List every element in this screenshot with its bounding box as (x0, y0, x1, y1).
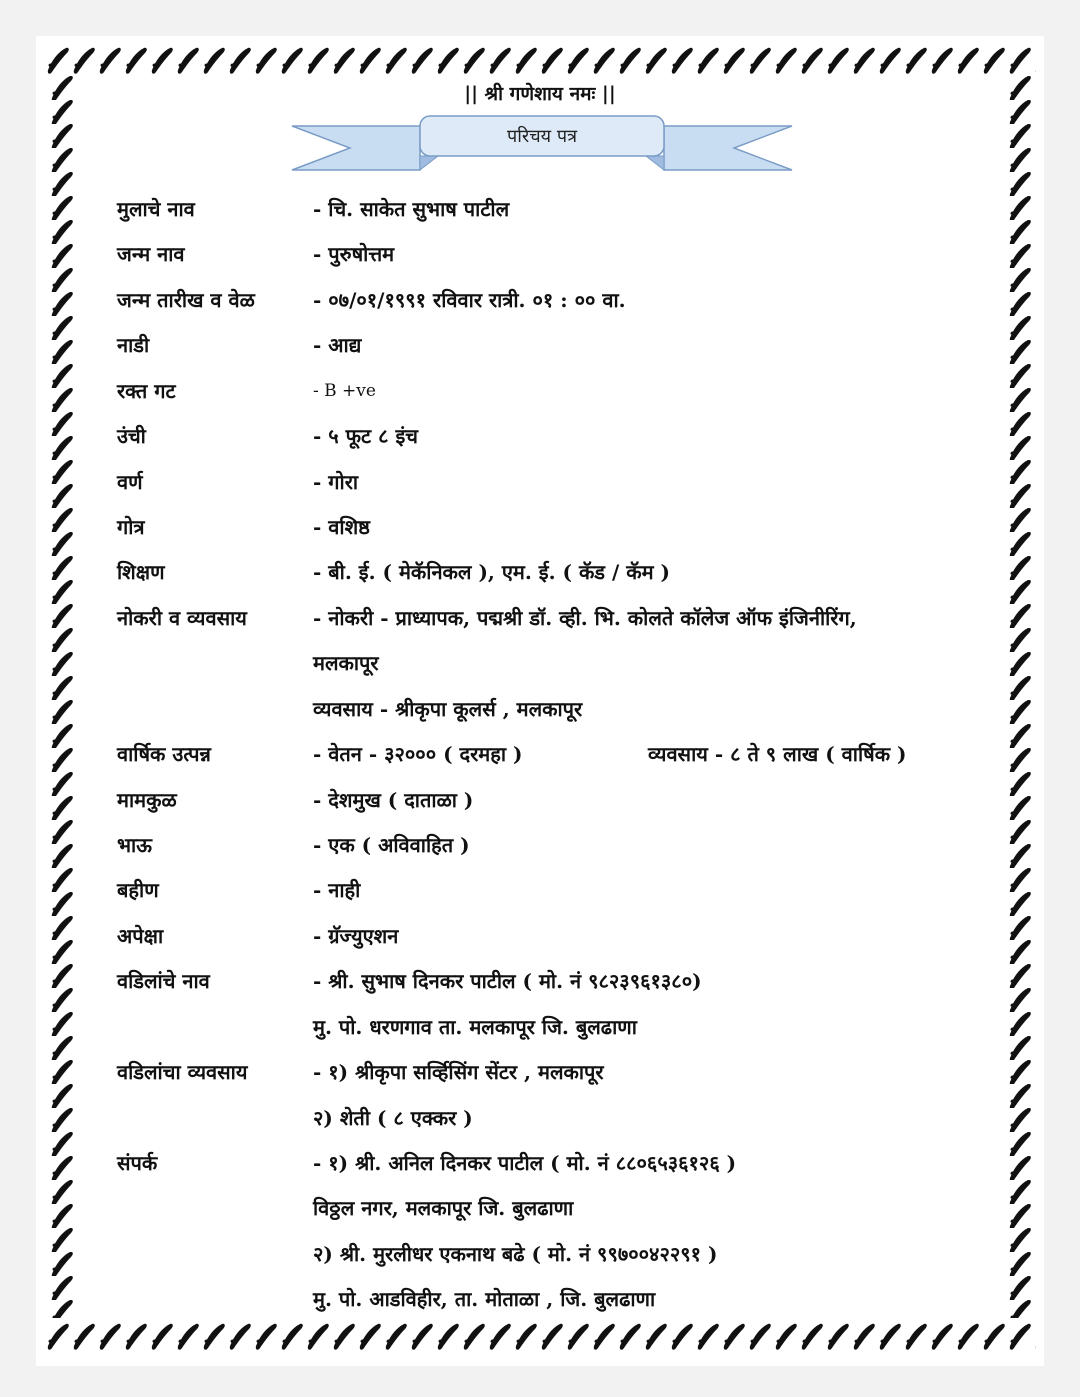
field-value: - आद्य (313, 333, 362, 357)
field-label: रक्त गट (117, 379, 176, 403)
border-pattern-top (44, 42, 1036, 76)
field-value: - १) श्री. अनिल दिनकर पाटील ( मो. नं ८८०६५३६१२६ ) (313, 1151, 737, 1175)
field-label: मामकुळ (117, 788, 177, 812)
field-label: शिक्षण (117, 560, 165, 584)
contact-2: २) श्री. मुरलीधर एकनाथ बढे ( मो. नं ९९७००४२२९१ ) (313, 1242, 718, 1266)
field-label: गोत्र (117, 515, 145, 539)
father-occupation-continued: २) शेती ( ८ एक्कर ) (313, 1106, 473, 1130)
field-value: - ग्रॅज्युएशन (313, 924, 399, 948)
field-value: - वशिष्ठ (313, 515, 370, 539)
occupation-continued-2: व्यवसाय - श्रीकृपा कूलर्स , मलकापूर (313, 697, 583, 721)
field-value: - नाही (313, 878, 361, 902)
field-value: - एक ( अविवाहित ) (313, 833, 470, 857)
decorative-border-left (44, 76, 78, 1318)
field-label: वार्षिक उत्पन्न (117, 742, 211, 766)
field-value: - वेतन - ३२००० ( दरमहा ) (313, 742, 523, 766)
field-label: जन्म नाव (117, 242, 185, 266)
document-title: परिचय पत्र (507, 126, 577, 147)
field-label: संपर्क (117, 1151, 158, 1175)
field-value-business-income: व्यवसाय - ८ ते ९ लाख ( वार्षिक ) (648, 742, 907, 766)
field-label: वडिलांचा व्यवसाय (117, 1060, 248, 1084)
field-label: बहीण (117, 878, 159, 902)
field-label: नाडी (117, 333, 150, 357)
field-label: जन्म तारीख व वेळ (117, 288, 255, 312)
field-value: - १) श्रीकृपा सर्व्हिसिंग सेंटर , मलकापूर (313, 1060, 604, 1084)
field-value: - श्री. सुभाष दिनकर पाटील ( मो. नं ९८२३९६१३८०) (313, 969, 702, 993)
decorative-border-right (1002, 76, 1036, 1318)
field-label: मुलाचे नाव (117, 197, 195, 221)
invocation-heading: || श्री गणेशाय नमः || (464, 83, 616, 105)
border-pattern-right (1002, 76, 1036, 1318)
field-value: - नोकरी - प्राध्यापक, पद्मश्री डॉ. व्ही. भि. कोलते कॉलेज ऑफ इंजिनीरिंग, (313, 606, 857, 630)
field-value: - चि. साकेत सुभाष पाटील (313, 197, 510, 221)
field-value: - बी. ई. ( मेकॅनिकल ), एम. ई. ( कॅड / कॅम ) (313, 560, 670, 584)
field-label: अपेक्षा (117, 924, 164, 948)
field-value: - देशमुख ( दाताळा ) (313, 788, 474, 812)
field-label: भाऊ (117, 833, 152, 857)
contact-2-address: मु. पो. आडविहीर, ता. मोताळा , जि. बुलढाणा (313, 1287, 656, 1311)
field-value: - गोरा (313, 470, 359, 494)
field-label: वडिलांचे नाव (117, 969, 210, 993)
border-pattern-bottom (44, 1318, 1036, 1352)
occupation-continued-1: मलकापूर (313, 651, 379, 675)
border-pattern-left (44, 76, 78, 1318)
field-value: - ०७/०१/१९९१ रविवार रात्री. ०१ : ०० वा. (313, 288, 626, 312)
decorative-border-bottom (44, 1318, 1036, 1352)
field-label: वर्ण (117, 470, 143, 494)
field-value: - पुरुषोत्तम (313, 242, 395, 266)
contact-1-address: विठ्ठल नगर, मलकापूर जि. बुलढाणा (313, 1196, 574, 1220)
field-value: - B +ve (313, 381, 376, 401)
field-label: नोकरी व व्यवसाय (117, 606, 247, 630)
decorative-border-top (44, 42, 1036, 76)
field-value: - ५ फूट ८ इंच (313, 424, 418, 448)
father-address: मु. पो. धरणगाव ता. मलकापूर जि. बुलढाणा (313, 1015, 637, 1039)
field-label: उंची (117, 424, 146, 448)
